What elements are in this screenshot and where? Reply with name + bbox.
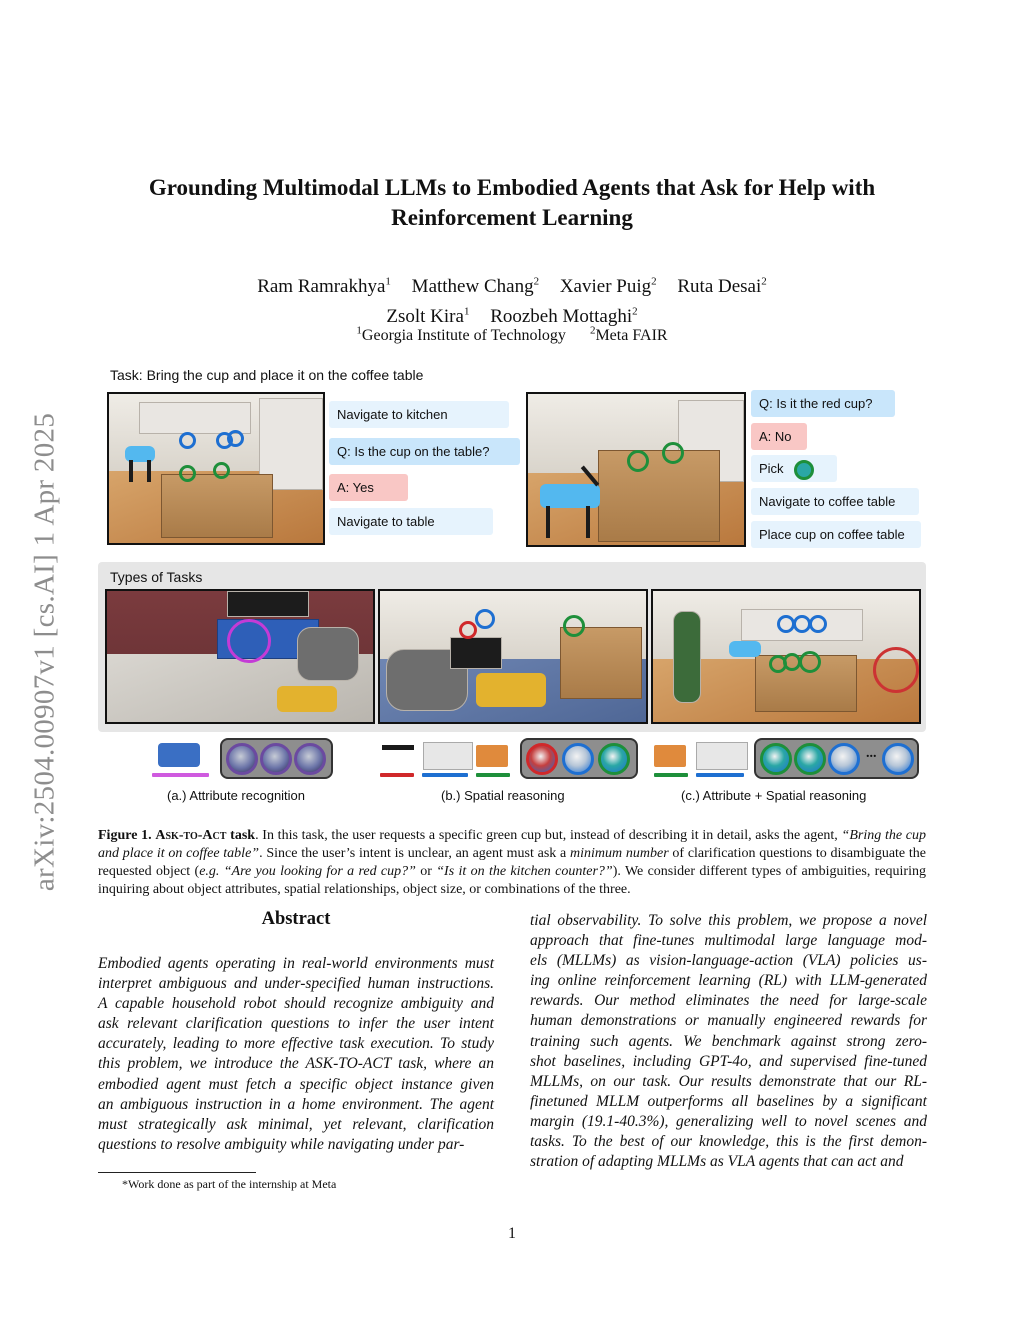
abstract-line: MLLMs, on our task. Our results demonstrate that our RL- (530, 1072, 927, 1090)
scene-image-kitchen (107, 392, 325, 545)
types-of-tasks-label: Types of Tasks (110, 569, 203, 585)
abstract-heading: Abstract (261, 909, 331, 929)
caption-spatial-reasoning: (b.) Spatial reasoning (441, 788, 565, 803)
abstract-line: questions to resolve ambiguity while navigating under par- (98, 1135, 465, 1153)
abstract-line: tial observability. To solve this problem, we propose a novel (530, 912, 927, 929)
abstract-line: stration of adapting MLLMs as VLA agents that can act and (530, 1153, 904, 1171)
abstract-line: shot baselines, including GPT-4o, and supervised fine-tuned (530, 1052, 927, 1070)
title-line-1: Grounding Multimodal LLMs to Embodied Agents that Ask for Help with (148, 175, 876, 200)
abstract-line: finetuned MLLM outperforms all baselines by a significant (530, 1092, 927, 1110)
green-cup-icon (794, 460, 814, 480)
scene-image-spatial (378, 589, 648, 724)
footnote-rule (98, 1172, 256, 1173)
author: Xavier Puig$^2$ (559, 276, 657, 298)
chip-pick: Pick (751, 455, 837, 482)
abstract-line: margin (19.1-40.3%), generalizing well to novel scenes and (530, 1112, 927, 1130)
page-number: 1 (508, 1225, 516, 1242)
abstract-line: interpret ambiguous and under-specified human instructions. (98, 975, 494, 993)
ellipsis: ... (866, 746, 877, 761)
abstract-line: ing online reinforcement learning (RL) with LLM-generated (530, 972, 927, 990)
blue-couch-icon (158, 743, 200, 767)
chip-navigate-table: Navigate to table (329, 508, 493, 535)
scene-image-attribute-spatial (651, 589, 921, 724)
author: Zsolt Kira$^1$ (386, 305, 470, 327)
chip-navigate-coffee-table: Navigate to coffee table (751, 488, 919, 515)
black-table-icon (382, 745, 414, 767)
spatial-underline-red (380, 773, 414, 777)
abstract-line: A capable household robot should recognize ambiguity and (98, 995, 494, 1013)
abstract-line: must strategically ask minimal, yet relevant, clarification (98, 1115, 494, 1133)
abstract-line: approach that fine-tunes multimodal large language mod- (530, 932, 927, 950)
abstract-right-column (530, 911, 927, 1172)
title-line-2: Reinforcement Learning (391, 205, 633, 230)
paper-title (100, 173, 924, 233)
affiliation: $^2$Meta FAIR (589, 325, 668, 345)
attribute-underline (152, 773, 209, 777)
object-strip-attribute (220, 738, 333, 779)
abstract-line: human demonstrations or manually engineered rewards for (530, 1012, 927, 1030)
arxiv-stamp (28, 372, 62, 932)
abstract-line: Embodied agents operating in real-world environments must (98, 955, 494, 972)
figure-task-label: Task: Bring the cup and place it on the coffee table (110, 367, 424, 383)
object-strip-combined (754, 738, 919, 779)
abstract-line: accurately, leading to more effective task execution. To study (98, 1035, 494, 1053)
scene-image-table-closeup (526, 392, 746, 547)
orange-table-icon (476, 745, 508, 767)
author: Matthew Chang$^2$ (411, 276, 540, 298)
chip-answer-no: A: No (751, 423, 807, 450)
affiliation: $^1$Georgia Institute of Technology (356, 325, 566, 345)
abstract-line: training such agents. We benchmark against strong zero- (530, 1032, 927, 1050)
spatial-underline-blue (422, 773, 468, 777)
abstract-left-column (98, 954, 494, 1155)
author-list (100, 270, 924, 329)
chip-place-cup: Place cup on coffee table (751, 521, 921, 548)
chip-answer-yes: A: Yes (329, 474, 408, 501)
figure-caption: Figure 1. Ask-to-Act task. In this task, the user requests a specific green cup but, instead of describing it in detail, asks the agent, “Bring the cup and place it on coffee table”. Since the user’s intent is unclear, an agent must ask a minimum number of clarification questions to disambiguate the requested object (e.g. “Are you looking for a red cup?” or “Is it on the kitchen counter?”). We consider different types of ambiguities, requiring inquiring about object attributes, spatial relationships, object size, or combinations of the three. (98, 828, 927, 897)
footnote: *Work done as part of the internship at Meta (122, 1177, 337, 1191)
affiliations (100, 325, 924, 345)
author: Ram Ramrakhya$^1$ (257, 276, 391, 298)
abstract-line: tasks. To the best of our knowledge, this is the first demon- (530, 1133, 927, 1151)
abstract-line: embodied agent must fetch a specific object instance given (98, 1075, 494, 1093)
abstract-line: rewards. Our method eliminates the need for large-scale (530, 992, 927, 1010)
spatial-underline-green (476, 773, 510, 777)
abstract-line: els (MLLMs) as vision-language-action (VLA) policies us- (530, 952, 927, 970)
combined-underline-blue (696, 773, 744, 777)
chip-question-cup-on-table: Q: Is the cup on the table? (329, 438, 520, 465)
abstract-line: this problem, we introduce the ASK-TO-ACT task, where an (98, 1055, 494, 1073)
scene-image-attribute (105, 589, 375, 724)
caption-attribute-spatial: (c.) Attribute + Spatial reasoning (681, 788, 867, 803)
object-strip-spatial (520, 738, 638, 779)
orange-coffee-table-icon (654, 745, 686, 767)
kitchen-counter-icon (423, 742, 473, 770)
author: Ruta Desai$^2$ (677, 276, 767, 298)
chip-navigate-kitchen: Navigate to kitchen (329, 401, 509, 428)
abstract-line: ask relevant clarification questions to infer the user intent (98, 1015, 494, 1033)
arxiv-id: arXiv:2504.00907v1 [cs.AI] 1 Apr 2025 (28, 412, 61, 892)
author: Roozbeh Mottaghi$^2$ (490, 305, 638, 327)
counter-icon (696, 742, 748, 770)
combined-underline-green (654, 773, 688, 777)
chip-question-red-cup: Q: Is it the red cup? (751, 390, 895, 417)
caption-attribute-recognition: (a.) Attribute recognition (167, 788, 306, 803)
abstract-line: an ambiguous instruction in a home environment. The agent (98, 1095, 494, 1113)
